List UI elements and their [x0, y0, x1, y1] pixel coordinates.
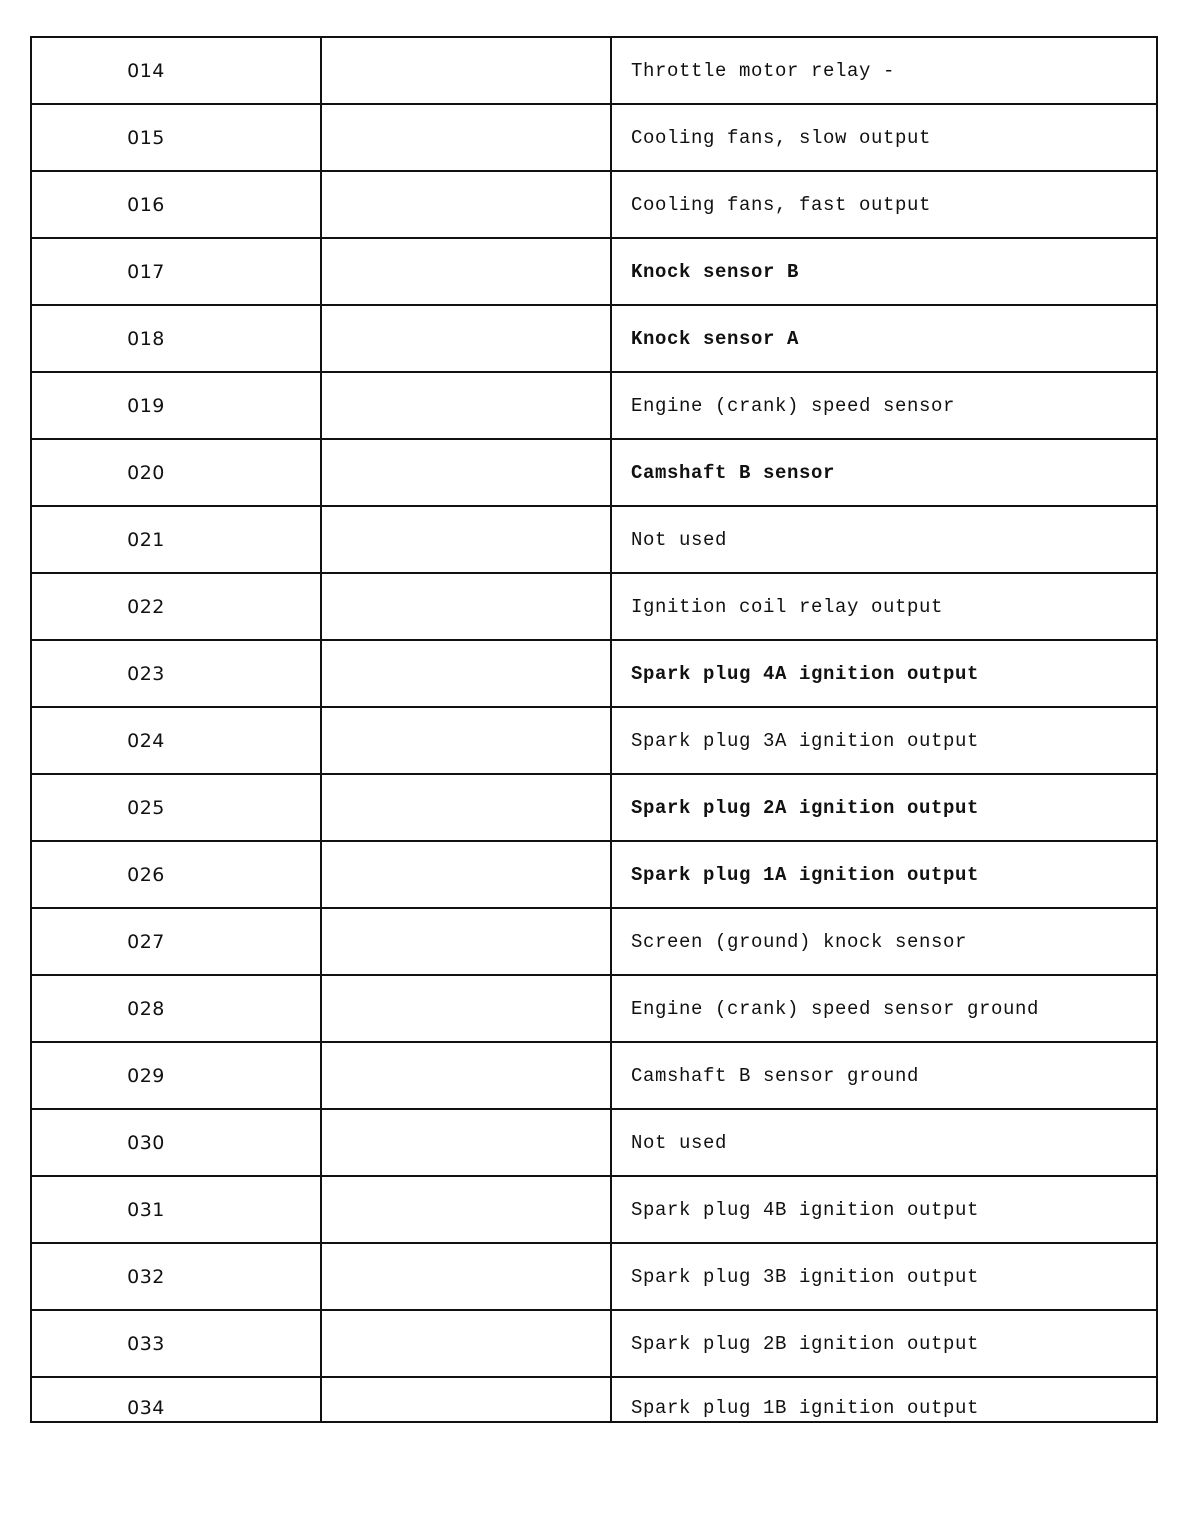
- pin-description: Spark plug 2A ignition output: [611, 774, 1157, 841]
- blank-cell: [321, 1243, 611, 1310]
- table-row: [31, 774, 1157, 841]
- blank-cell: [321, 908, 611, 975]
- pin-number: 022: [31, 573, 321, 640]
- table-row: [31, 975, 1157, 1042]
- blank-cell: [321, 1109, 611, 1176]
- table-row: [31, 1042, 1157, 1109]
- blank-cell: [321, 640, 611, 707]
- table-row: [31, 104, 1157, 171]
- pin-description: Spark plug 3A ignition output: [611, 707, 1157, 774]
- pin-description: Engine (crank) speed sensor: [611, 372, 1157, 439]
- blank-cell: [321, 37, 611, 104]
- pin-description: Camshaft B sensor ground: [611, 1042, 1157, 1109]
- pin-description: Spark plug 4B ignition output: [611, 1176, 1157, 1243]
- blank-cell: [321, 1042, 611, 1109]
- pin-number: 015: [31, 104, 321, 171]
- blank-cell: [321, 1377, 611, 1422]
- table-row: [31, 305, 1157, 372]
- blank-cell: [321, 372, 611, 439]
- pin-number: 016: [31, 171, 321, 238]
- pin-description: Camshaft B sensor: [611, 439, 1157, 506]
- pin-description: Throttle motor relay -: [611, 37, 1157, 104]
- pin-number: 018: [31, 305, 321, 372]
- pin-number: 014: [31, 37, 321, 104]
- table-row: [31, 238, 1157, 305]
- pin-number: 019: [31, 372, 321, 439]
- blank-cell: [321, 439, 611, 506]
- pin-number: 031: [31, 1176, 321, 1243]
- pin-description: Knock sensor B: [611, 238, 1157, 305]
- pin-number: 020: [31, 439, 321, 506]
- table-row: [31, 640, 1157, 707]
- table-row: [31, 841, 1157, 908]
- blank-cell: [321, 707, 611, 774]
- blank-cell: [321, 1310, 611, 1377]
- pin-number: 032: [31, 1243, 321, 1310]
- table-row: [31, 506, 1157, 573]
- blank-cell: [321, 975, 611, 1042]
- table-row: [31, 171, 1157, 238]
- pin-assignment-table: [30, 36, 1158, 1423]
- blank-cell: [321, 1176, 611, 1243]
- pin-number: 025: [31, 774, 321, 841]
- pin-number: 024: [31, 707, 321, 774]
- table-row: [31, 573, 1157, 640]
- pin-description: Screen (ground) knock sensor: [611, 908, 1157, 975]
- pin-description: Not used: [611, 1109, 1157, 1176]
- pin-number: 027: [31, 908, 321, 975]
- pin-description: Spark plug 2B ignition output: [611, 1310, 1157, 1377]
- pin-number: 021: [31, 506, 321, 573]
- table-row: [31, 37, 1157, 104]
- pin-number: 023: [31, 640, 321, 707]
- blank-cell: [321, 305, 611, 372]
- blank-cell: [321, 841, 611, 908]
- blank-cell: [321, 774, 611, 841]
- table-row: [31, 707, 1157, 774]
- pin-number: 030: [31, 1109, 321, 1176]
- blank-cell: [321, 171, 611, 238]
- pin-description: Spark plug 3B ignition output: [611, 1243, 1157, 1310]
- pin-description: Spark plug 1A ignition output: [611, 841, 1157, 908]
- table-row: [31, 908, 1157, 975]
- pin-description: Spark plug 1B ignition output: [611, 1377, 1157, 1422]
- pin-number: 033: [31, 1310, 321, 1377]
- table-row: [31, 1176, 1157, 1243]
- pin-description: Cooling fans, fast output: [611, 171, 1157, 238]
- table-row: [31, 1377, 1157, 1422]
- table-row: [31, 1243, 1157, 1310]
- pin-number: 028: [31, 975, 321, 1042]
- pin-number: 017: [31, 238, 321, 305]
- pin-description: Knock sensor A: [611, 305, 1157, 372]
- blank-cell: [321, 573, 611, 640]
- pin-description: Ignition coil relay output: [611, 573, 1157, 640]
- blank-cell: [321, 238, 611, 305]
- pin-number: 034: [31, 1377, 321, 1422]
- pin-description: Spark plug 4A ignition output: [611, 640, 1157, 707]
- table-row: [31, 439, 1157, 506]
- blank-cell: [321, 104, 611, 171]
- blank-cell: [321, 506, 611, 573]
- table-row: [31, 372, 1157, 439]
- pin-number: 029: [31, 1042, 321, 1109]
- table-row: [31, 1310, 1157, 1377]
- table-row: [31, 1109, 1157, 1176]
- pin-description: Engine (crank) speed sensor ground: [611, 975, 1157, 1042]
- pin-description: Not used: [611, 506, 1157, 573]
- pin-number: 026: [31, 841, 321, 908]
- pin-description: Cooling fans, slow output: [611, 104, 1157, 171]
